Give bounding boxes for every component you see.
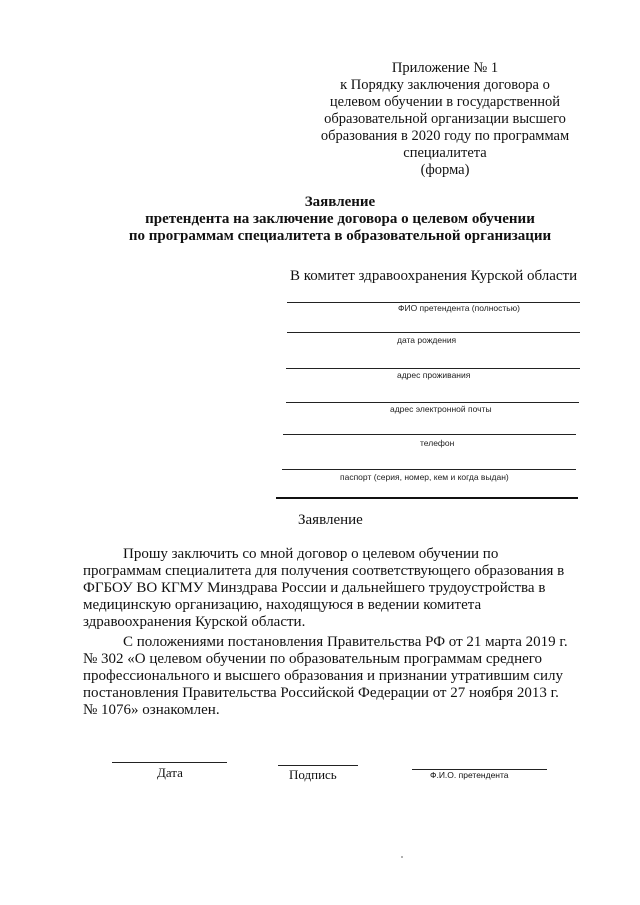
statement-paragraph-2 — [83, 634, 576, 719]
paragraph-line: программам специалитета для получения соответствующего образования в — [83, 563, 565, 579]
annex-line: образования в 2020 году по программам — [320, 128, 570, 144]
date-caption: Дата — [157, 765, 183, 780]
paragraph-line: здравоохранения Курской области. — [83, 614, 306, 630]
birthdate-field[interactable] — [287, 332, 580, 333]
address-caption: адрес проживания — [397, 370, 471, 380]
title-line-2: претендента на заключение договора о целевом обучении — [145, 211, 535, 227]
annex-line: Приложение № 1 — [391, 60, 499, 76]
paragraph-line: медицинскую организацию, находящуюся в ведении комитета — [83, 597, 482, 613]
birthdate-caption: дата рождения — [397, 335, 457, 345]
statement-paragraph-1 — [83, 546, 576, 631]
paragraph-line: профессионального и высшего образования и признании утратившим силу — [83, 668, 563, 684]
paragraph-line: С положениями постановления Правительства РФ от 21 марта 2019 г. — [123, 634, 568, 650]
annex-block — [300, 60, 590, 179]
document-title — [0, 194, 640, 245]
email-field[interactable] — [286, 402, 579, 403]
annex-line: целевом обучении в государственной — [329, 94, 561, 110]
address-field[interactable] — [286, 368, 580, 369]
paragraph-line: № 1076» ознакомлен. — [83, 702, 220, 718]
signature-line[interactable] — [278, 765, 358, 766]
paragraph-line: Прошу заключить со мной договор о целевом обучении по — [123, 546, 499, 562]
title-line-3: по программам специалитета в образовательной организации — [128, 228, 552, 244]
annex-line: к Порядку заключения договора о — [340, 77, 550, 93]
date-line[interactable] — [112, 762, 227, 763]
paragraph-line: ФГБОУ ВО КГМУ Минздрава России и дальнейшего трудоустройства в — [83, 580, 546, 596]
annex-line: образовательной организации высшего — [324, 111, 566, 127]
paragraph-line: постановления Правительства Российской Федерации от 27 ноября 2013 г. — [83, 685, 559, 701]
signature-caption: Подпись — [289, 767, 337, 782]
phone-caption: телефон — [420, 438, 455, 448]
phone-field[interactable] — [283, 434, 576, 435]
email-caption: адрес электронной почты — [390, 404, 492, 414]
passport-field[interactable] — [282, 469, 576, 470]
addressee: В комитет здравоохранения Курской области — [290, 268, 578, 284]
paragraph-line: № 302 «О целевом обучении по образовательным программам среднего — [83, 651, 543, 667]
divider — [276, 497, 578, 499]
fio-caption: ФИО претендента (полностью) — [398, 303, 520, 313]
name-caption: Ф.И.О. претендента — [430, 770, 509, 780]
statement-heading: Заявление — [298, 512, 363, 528]
annex-line: (форма) — [420, 162, 470, 178]
annex-line: специалитета — [403, 145, 487, 161]
title-line-1: Заявление — [304, 194, 376, 210]
scan-speck — [401, 856, 403, 858]
passport-caption: паспорт (серия, номер, кем и когда выдан) — [340, 472, 509, 482]
